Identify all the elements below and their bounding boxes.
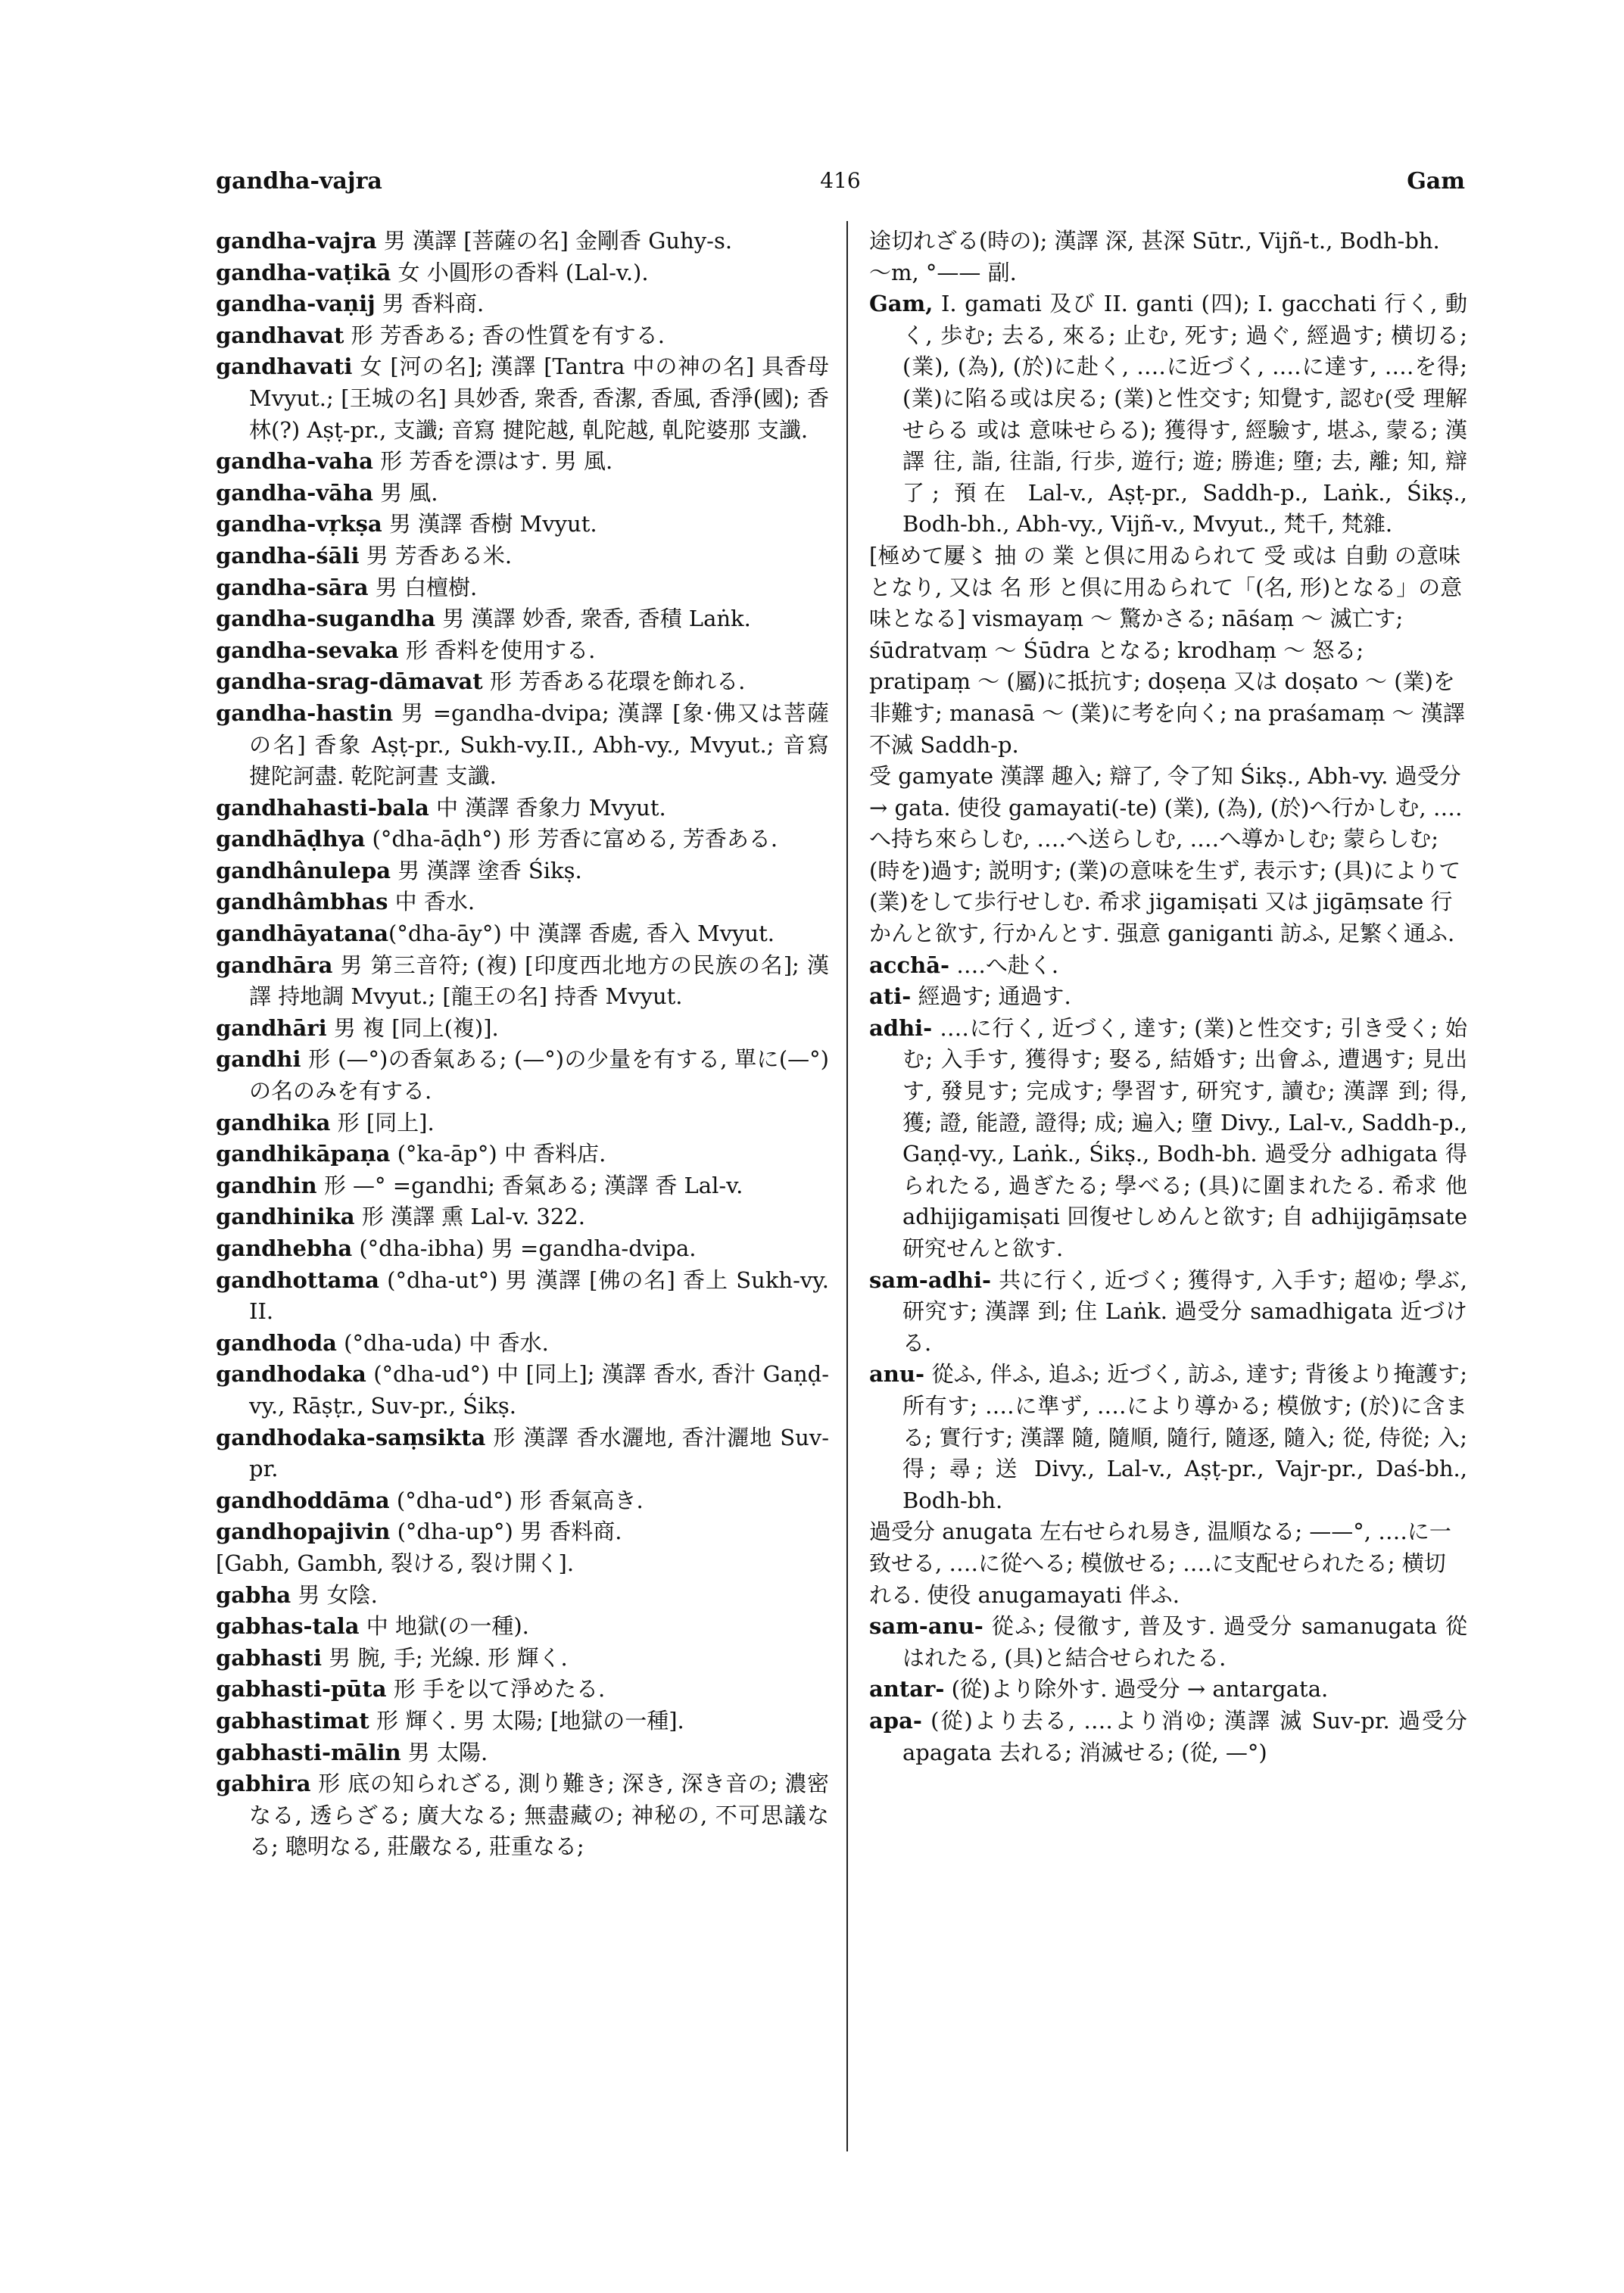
headword: gandha-sugandha: [216, 606, 436, 632]
entry-definition: 形 —° =gandhi; 香氣ある; 漢譯 香 Lal-v.: [316, 1172, 743, 1198]
headword: gabhas-tala: [216, 1613, 360, 1640]
entry-continuation: [869, 226, 1467, 288]
headword: gandhopajivin: [216, 1519, 391, 1545]
headword: gandhebha: [216, 1235, 353, 1261]
entry-definition: (從)より去る, ‥‥より消ゆ; 漢譯 滅 Suv-pr. 過受分 apagata 去れる; 消滅せる; (從, —°): [902, 1707, 1467, 1765]
headword: antar-: [869, 1676, 945, 1703]
entry-definition: (°dha-uda) 中 香水.: [336, 1329, 549, 1356]
dictionary-entry: [216, 635, 829, 667]
entry-definition: 形 香料を使用する.: [398, 637, 596, 663]
headword: ati-: [869, 983, 912, 1010]
headword: sam-anu-: [869, 1613, 983, 1640]
headword: gandha-sāra: [216, 574, 369, 600]
page-number: 416: [820, 168, 861, 193]
entry-definition: 男 第三音符; (複) [印度西北地方の民族の名]; 漢譯 持地調 Mvyut.; [龍王の名] 持香 Mvyut.: [249, 952, 829, 1010]
entry-definition: (°dha-ud°) 形 香氣高き.: [389, 1487, 644, 1513]
dictionary-entry: [216, 1139, 829, 1170]
entry-definition: 形 漢譯 熏 Lal-v. 322.: [354, 1204, 585, 1230]
entry-definition: 男 =gandha-dvipa; 漢譯 [象·佛又は菩薩の名] 香象 Aṣṭ-pr., Sukh-vy.II., Abh-vy., Mvyut.; 音寫 揵陀訶盡. 乾陀訶晝 支讖.: [249, 699, 829, 790]
dictionary-entry: [216, 666, 829, 698]
headword: gandhavati: [216, 354, 353, 380]
entry-definition: 形 芳香を漂はす. 男 風.: [372, 448, 613, 475]
dictionary-entry: [869, 1706, 1467, 1768]
headword: gandha-vṛkṣa: [216, 511, 382, 537]
entry-definition: 形 (—°)の香氣ある; (—°)の少量を有する, 單に(—°)の名のみを有する.: [249, 1046, 829, 1104]
dictionary-entry: [216, 320, 829, 352]
entry-definition: 從ふ, 伴ふ, 追ふ; 近づく, 訪ふ, 達す; 背後より掩護す; 所有す; ‥‥に準ず, ‥‥により導かる; 模倣す; (於)に含まる; 實行す; 漢譯 隨, 隨順, 隨行, 隨逐, 隨入; 從, 侍從; 入; 得; 尋; 送 Divy., Lal-v., Aṣṭ-pr., Vajr-pr., Daś-bh., Bodh-bh.: [902, 1361, 1467, 1513]
entry-definition: (°dha-āḍh°) 形 芳香に富める, 芳香ある.: [365, 826, 778, 852]
dictionary-entry: [216, 918, 829, 950]
column-divider: [846, 221, 848, 2151]
headword: Gam,: [869, 291, 934, 317]
headword: gabhasti-mālin: [216, 1739, 401, 1765]
entry-definition: 形 芳香ある; 香の性質を有する.: [344, 322, 665, 348]
entry-definition: 男 太陽.: [401, 1739, 488, 1765]
entry-definition: 形 漢譯 香水灑地, 香汁灑地 Suv-pr.: [249, 1424, 829, 1482]
dictionary-entry: [216, 1328, 829, 1360]
headword: gandhodaka-saṃsikta: [216, 1424, 486, 1450]
entry-definition: (°ka-āp°) 中 香料店.: [390, 1141, 606, 1167]
dictionary-entry: [216, 1611, 829, 1643]
dictionary-entry: [869, 1013, 1467, 1265]
headword: gandha-srag-dāmavat: [216, 668, 483, 695]
headword: sam-adhi-: [869, 1266, 992, 1293]
entry-definition: 男 漢譯 妙香, 衆香, 香積 Laṅk.: [435, 606, 751, 632]
dictionary-entry: [216, 886, 829, 918]
dictionary-entry: [869, 288, 1467, 541]
entry-definition: 過受分 anugata 左右せられ易き, 温順なる; ——°, ‥‥に一致せる, ‥‥に從へる; 模倣せる; ‥‥に支配せられたる; 横切れる. 使役 anugamayati 伴ふ.: [869, 1519, 1451, 1608]
dictionary-entry: [216, 1233, 829, 1265]
dictionary-entry: [216, 288, 829, 320]
headword: gandha-vaṭikā: [216, 259, 391, 285]
headword: gandhikāpaṇa: [216, 1141, 391, 1167]
entry-definition: 女 小圓形の香料 (Lal-v.).: [391, 259, 649, 285]
headword: gandhottama: [216, 1266, 379, 1293]
entry-definition: (°dha-ut°) 男 漢譯 [佛の名] 香上 Sukh-vy. II.: [249, 1266, 829, 1325]
dictionary-entry: [216, 1359, 829, 1422]
dictionary-entry: [216, 541, 829, 572]
entry-definition: (從)より除外す. 過受分 → antargata.: [944, 1676, 1329, 1703]
headword: gandhânulepa: [216, 857, 391, 883]
dictionary-entry: [216, 603, 829, 635]
entry-definition: 共に行く, 近づく; 獲得す, 入手す; 超ゆ; 學ぶ, 研究す; 漢譯 到; 住 Laṅk. 過受分 samadhigata 近づける.: [902, 1266, 1467, 1356]
entry-definition: (°dha-ud°) 中 [同上]; 漢譯 香水, 香汁 Gaṇḍ-vy., Rāṣṭr., Suv-pr., Śikṣ.: [249, 1361, 829, 1419]
headword: gandhahasti-bala: [216, 794, 429, 821]
page-header: [216, 168, 1465, 206]
entry-definition: I. gamati 及び II. ganti (四); I. gacchati 行く, 動く, 歩む; 去る, 來る; 止む, 死す; 過ぐ, 經過す; 横切る; (業), (為), (於)に赴く, ‥‥に近づく, ‥‥に達す, ‥‥を得; (業)に陷る或は戻る; (業)と性交す; 知覺す, 認む(受 理解せらる 或は 意味せらる); 獲得す, 經驗す, 堪ふ, 蒙る; 漢譯 往, 詣, 往詣, 行歩, 遊行; 遊; 勝進; 墮; 去, 離; 知, 辯了; 預在 Lal-v., Aṣṭ-pr., Saddh-p., Laṅk., Śikṣ., Bodh-bh., Abh-vy., Vijñ-v., Mvyut., 梵千, 梵雜.: [902, 291, 1467, 537]
headword: gabhasti: [216, 1644, 322, 1671]
dictionary-entry: [216, 824, 829, 855]
entry-definition: 形 芳香ある花環を飾れる.: [482, 668, 746, 695]
dictionary-entry: [216, 1516, 829, 1548]
headword: gandhāḍhya: [216, 826, 366, 852]
running-head-left: gandha-vajra: [216, 168, 382, 195]
dictionary-entry: [216, 1768, 829, 1863]
dictionary-entry: [216, 1201, 829, 1233]
dictionary-entry: [869, 1674, 1467, 1706]
entry-definition: [極めて屢〻 抽 の 業 と倶に用ゐられて 受 或は 自動 の意味となり, 又は 名 形 と倶に用ゐられて「(名, 形)となる」の意味となる] vismayaṃ ～ 驚かさる; nāśaṃ ～ 滅亡す; śūdratvaṃ ～ Śūdra となる; krodhaṃ ～ 怒る; pratipaṃ ～ (屬)に抵抗す; doṣeṇa 又は doṣato ～ (業)を非難す; manasā ～ (業)に考を向く; na praśamaṃ ～ 漢譯 不滅 Saddh-p.: [869, 542, 1465, 758]
headword: gandha-vāha: [216, 479, 373, 506]
headword: gabhira: [216, 1771, 311, 1797]
dictionary-entry: [216, 1548, 829, 1580]
headword: gandhoddāma: [216, 1487, 390, 1513]
entry-definition: 經過す; 通過す.: [911, 983, 1071, 1010]
dictionary-entry: [216, 226, 829, 257]
dictionary-entry: [216, 1013, 829, 1045]
dictionary-entry: [216, 950, 829, 1013]
headword: gandhavat: [216, 322, 344, 348]
entry-continuation: [869, 761, 1467, 950]
dictionary-entry: [869, 981, 1467, 1013]
entry-definition: 從ふ; 侵徹す, 普及す. 過受分 samanugata 從はれたる, (具)と結合せられたる.: [902, 1613, 1467, 1671]
running-head-right: Gam: [1407, 168, 1465, 195]
entry-definition: 男 腕, 手; 光線. 形 輝く.: [321, 1644, 568, 1671]
dictionary-entry: [216, 572, 829, 604]
dictionary-entry: [216, 1265, 829, 1328]
dictionary-entry: [216, 1643, 829, 1675]
headword: gandha-vaha: [216, 448, 373, 475]
headword: gandhika: [216, 1109, 331, 1136]
entry-definition: ‥‥へ赴く.: [949, 952, 1059, 978]
dictionary-entry: [216, 257, 829, 289]
dictionary-entry: [869, 1611, 1467, 1674]
entry-definition: 男 白檀樹.: [368, 574, 478, 600]
dictionary-entry: [216, 1706, 829, 1737]
dictionary-entry: [869, 1359, 1467, 1516]
entry-definition: 形 [同上].: [330, 1109, 435, 1136]
left-column: [216, 226, 829, 1863]
headword: gandhinika: [216, 1204, 355, 1230]
entry-definition: (°dha-ibha) 男 =gandha-dvipa.: [352, 1235, 697, 1261]
headword: gandhâmbhas: [216, 889, 388, 915]
entry-definition: 途切れざる(時の); 漢譯 深, 甚深 Sūtr., Vijñ-t., Bodh-bh. ～m, °—— 副.: [869, 228, 1440, 285]
headword: gandha-vaṇij: [216, 291, 376, 317]
entry-definition: 形 輝く. 男 太陽; [地獄の一種].: [369, 1707, 684, 1734]
dictionary-entry: [216, 478, 829, 509]
right-column: [869, 226, 1467, 1768]
dictionary-entry: [869, 950, 1467, 982]
dictionary-entry: [216, 793, 829, 824]
headword: gandhāra: [216, 952, 333, 978]
entry-definition: 形 手を以て淨めたる.: [386, 1676, 606, 1703]
headword: gandhin: [216, 1172, 317, 1198]
entry-definition: 男 漢譯 [菩薩の名] 金剛香 Guhy-s.: [376, 228, 733, 254]
headword: apa-: [869, 1707, 922, 1734]
headword: gandha-sevaka: [216, 637, 399, 663]
dictionary-entry: [216, 1674, 829, 1706]
headword: gandhāri: [216, 1014, 327, 1041]
headword: gandha-śāli: [216, 542, 360, 569]
entry-definition: 男 香料商.: [375, 291, 485, 317]
headword: anu-: [869, 1361, 924, 1388]
dictionary-entry: [216, 698, 829, 793]
headword: gabhasti-pūta: [216, 1676, 387, 1703]
entry-definition: 男 女陰.: [291, 1581, 378, 1608]
entry-definition: 女 [河の名]; 漢譯 [Tantra 中の神の名] 具香母 Mvyut.; [王城の名] 具妙香, 衆香, 香潔, 香風, 香淨(國); 香林(?) Aṣṭ-pr., 支讖; 音寫 揵陀越, 乹陀越, 乹陀婆那 支讖.: [249, 354, 829, 443]
entry-definition: (°dha-up°) 男 香料商.: [390, 1519, 622, 1545]
headword: gabhastimat: [216, 1707, 369, 1734]
headword: gandha-vajra: [216, 228, 377, 254]
dictionary-entry: [216, 351, 829, 446]
dictionary-entry: [869, 1265, 1467, 1360]
dictionary-entry: [216, 1485, 829, 1517]
dictionary-entry: [216, 1170, 829, 1202]
entry-definition: 男 複 [同上(複)].: [326, 1014, 499, 1041]
entry-continuation: [869, 1516, 1467, 1611]
entry-definition: 中 漢譯 香象力 Mvyut.: [429, 794, 666, 821]
dictionary-entry: [216, 1737, 829, 1769]
headword: gandhāyatana: [216, 921, 389, 947]
dictionary-entry: [216, 855, 829, 887]
headword: gandhi: [216, 1046, 301, 1073]
entry-definition: 男 漢譯 香樹 Mvyut.: [382, 511, 597, 537]
dictionary-entry: [216, 509, 829, 541]
entry-continuation: [869, 541, 1467, 761]
entry-definition: ‥‥に行く, 近づく, 達す; (業)と性交す; 引き受く; 始む; 入手す, 獲得す; 娶る, 結婚す; 出會ふ, 遭遇す; 見出す, 發見す; 完成す; 學習す, 研究す, 讀む; 漢譯 到; 得, 獲; 證, 能證, 證得; 成; 遍入; 墮 Divy., Lal-v., Saddh-p., Gaṇḍ-vy., Laṅk., Śikṣ., Bodh-bh. 過受分 adhigata 得られたる, 過ぎたる; 學べる; (具)に圍まれたる. 希求 他 adhijigamiṣati 回復せしめんと欲す; 自 adhijigāṃsate 研究せんと欲す.: [902, 1014, 1467, 1261]
headword: gandhoda: [216, 1329, 337, 1356]
headword: gandha-hastin: [216, 699, 394, 726]
entry-definition: 男 漢譯 塗香 Śikṣ.: [391, 857, 582, 883]
headword: gandhodaka: [216, 1361, 366, 1388]
entry-definition: 男 芳香ある米.: [359, 542, 513, 569]
dictionary-entry: [216, 1108, 829, 1139]
entry-definition: 男 風.: [372, 479, 438, 506]
entry-definition: [Gabh, Gambh, 裂ける, 裂け開く].: [216, 1550, 575, 1576]
dictionary-entry: [216, 446, 829, 478]
entry-definition: 中 地獄(の一種).: [359, 1613, 529, 1640]
entry-definition: 受 gamyate 漢譯 趣入; 辯了, 令了知 Śikṣ., Abh-vy. 過受分 → gata. 使役 gamayati(-te) (業), (為), (於)へ行かしむ, ‥‥へ持ち來らしむ, ‥‥へ送らしむ, ‥‥へ導かしむ; 蒙らしむ; (時を)過す; 説明す; (業)の意味を生ず, 表示す; (具)によりて(業)をして歩行せしむ. 希求 jigamiṣati 又は jigāṃsate 行かんと欲す, 行かんとす. 强意 ganiganti 訪ふ, 足繁く通ふ.: [869, 763, 1463, 947]
headword: acchā-: [869, 952, 950, 978]
entry-definition: (°dha-āy°) 中 漢譯 香處, 香入 Mvyut.: [388, 921, 775, 947]
entry-definition: 形 底の知られざる, 測り難き; 深き, 深き音の; 濃密なる, 透らざる; 廣大なる; 無盡藏の; 神秘の, 不可思議なる; 聰明なる, 莊嚴なる, 莊重なる;: [249, 1771, 829, 1860]
dictionary-entry: [216, 1422, 829, 1485]
headword: gabha: [216, 1581, 291, 1608]
entry-definition: 中 香水.: [388, 889, 475, 915]
dictionary-entry: [216, 1580, 829, 1612]
dictionary-entry: [216, 1044, 829, 1107]
headword: adhi-: [869, 1014, 933, 1041]
